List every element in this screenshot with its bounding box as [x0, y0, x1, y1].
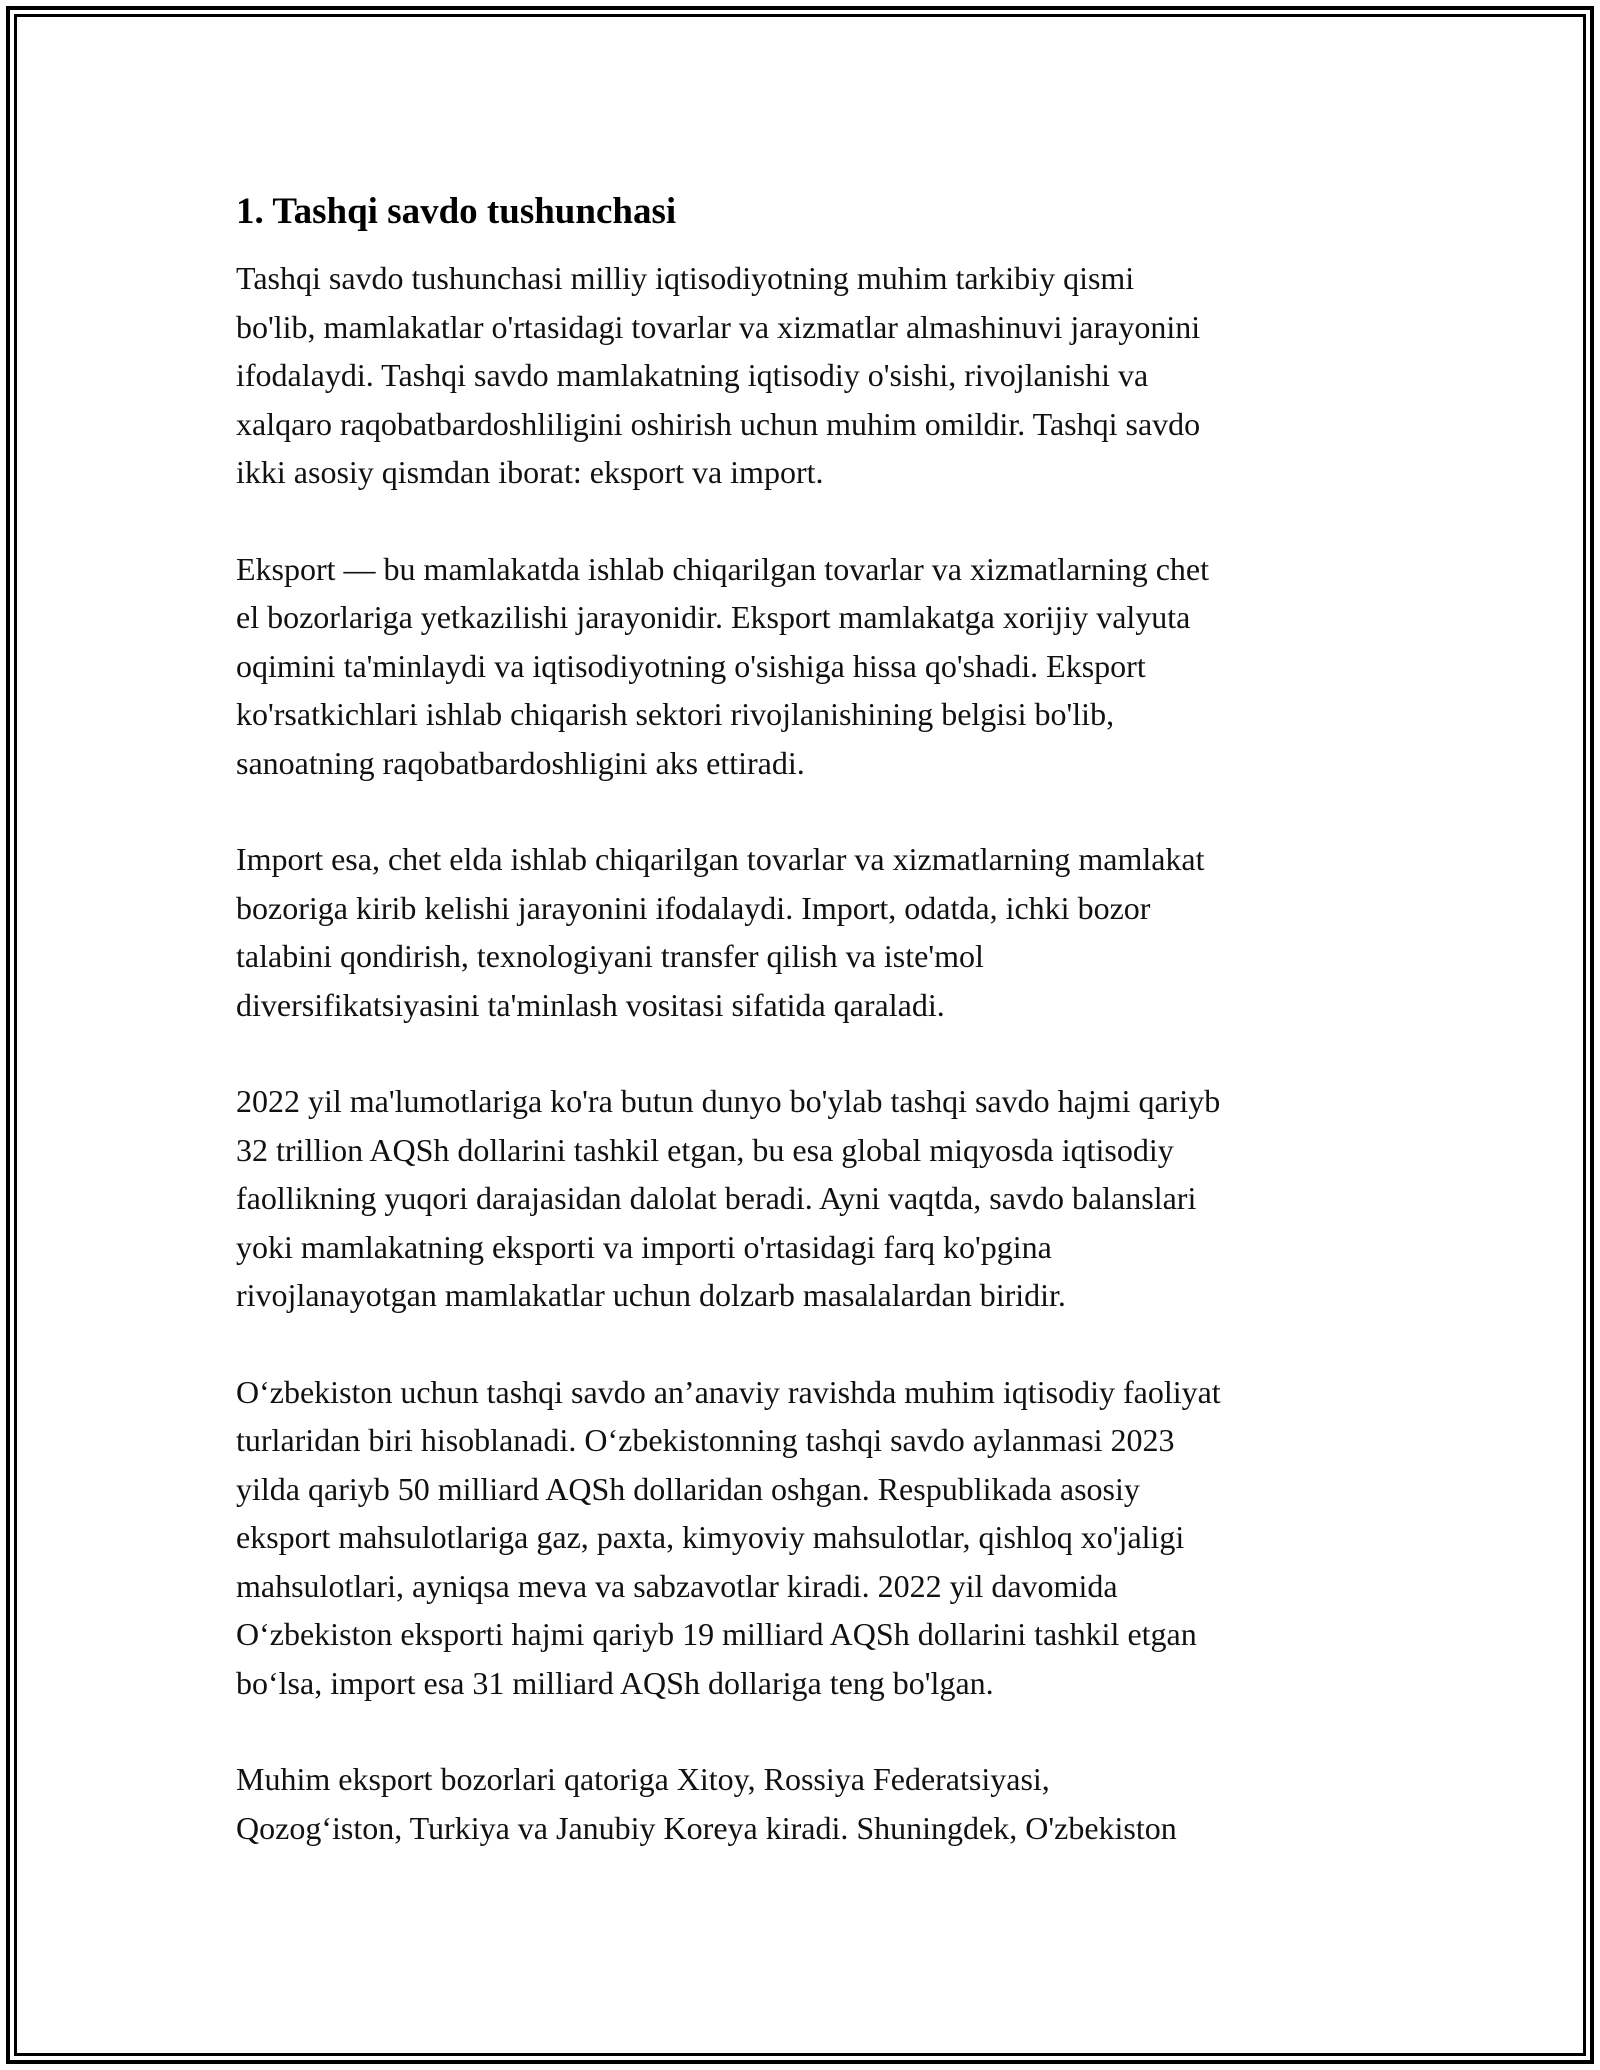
paragraph-uzbekistan-trade — [236, 1368, 1386, 1708]
text-line: xalqaro raqobatbardoshliligini oshirish uchun muhim omildir. Tashqi savdo — [236, 405, 1201, 442]
text-line: ko'rsatkichlari ishlab chiqarish sektori rivojlanishining belgisi bo'lib, — [236, 696, 1115, 732]
text-line: rivojlanayotgan mamlakatlar uchun dolzarb masalalardan biridir. — [236, 1277, 1066, 1313]
text-line: ikki asosiy qismdan iborat: eksport va import. — [236, 454, 824, 490]
paragraph-global-trade — [236, 1077, 1386, 1320]
text-line: eksport mahsulotlariga gaz, paxta, kimyoviy mahsulotlar, qishloq xo'jaligi — [236, 1519, 1185, 1555]
text-line: 2022 yil ma'lumotlariga ko'ra butun dunyo bo'ylab tashqi savdo hajmi qariyb — [236, 1083, 1221, 1119]
text-line: ifodalaydi. Tashqi savdo mamlakatning iqtisodiy o'sishi, rivojlanishi va — [236, 357, 1149, 393]
section-heading: 1. Tashqi savdo tushunchasi — [236, 191, 677, 232]
paragraph-definition — [236, 254, 1386, 497]
text-line: Tashqi savdo tushunchasi milliy iqtisodiyotning muhim tarkibiy qismi — [236, 260, 1135, 296]
text-line: Qozog‘iston, Turkiya va Janubiy Koreya kiradi. Shuningdek, O'zbekiston — [236, 1809, 1177, 1846]
text-line: 32 trillion AQSh dollarini tashkil etgan, bu esa global miqyosda iqtisodiy — [236, 1131, 1174, 1168]
text-line: talabini qondirish, texnologiyani transfer qilish va iste'mol — [236, 938, 984, 974]
text-line: turlaridan biri hisoblanadi. O‘zbekistonning tashqi savdo aylanmasi 2023 — [236, 1422, 1175, 1458]
paragraph-export-markets — [236, 1755, 1386, 1852]
text-line: diversifikatsiyasini ta'minlash vositasi sifatida qaraladi. — [236, 986, 945, 1023]
text-line: O‘zbekiston eksporti hajmi qariyb 19 milliard AQSh dollarini tashkil etgan — [236, 1616, 1197, 1652]
text-line: bo'lib, mamlakatlar o'rtasidagi tovarlar va xizmatlar almashinuvi jarayonini — [236, 308, 1201, 345]
paragraph-import — [236, 835, 1386, 1029]
text-line: bozoriga kirib kelishi jarayonini ifodalaydi. Import, odatda, ichki bozor — [236, 889, 1151, 926]
text-line: faollikning yuqori darajasidan dalolat beradi. Ayni vaqtda, savdo balanslari — [236, 1180, 1197, 1216]
text-line: mahsulotlari, ayniqsa meva va sabzavotlar kiradi. 2022 yil davomida — [236, 1567, 1118, 1604]
document-body — [236, 186, 1386, 1900]
text-line: oqimini ta'minlaydi va iqtisodiyotning o'sishiga hissa qo'shadi. Eksport — [236, 647, 1146, 684]
text-line: sanoatning raqobatbardoshligini aks ettiradi. — [236, 744, 805, 781]
text-line: yilda qariyb 50 milliard AQSh dollaridan oshgan. Respublikada asosiy — [236, 1470, 1140, 1507]
text-line: Import esa, chet elda ishlab chiqarilgan tovarlar va xizmatlarning mamlakat — [236, 841, 1205, 877]
text-line: Eksport — bu mamlakatda ishlab chiqarilgan tovarlar va xizmatlarning chet — [236, 550, 1210, 587]
paragraph-export — [236, 545, 1386, 788]
text-line: yoki mamlakatning eksporti va importi o'rtasidagi farq ko'pgina — [236, 1228, 1052, 1265]
text-line: bo‘lsa, import esa 31 milliard AQSh dollariga teng bo'lgan. — [236, 1664, 994, 1701]
text-line: O‘zbekiston uchun tashqi savdo an’anaviy ravishda muhim iqtisodiy faoliyat — [236, 1373, 1221, 1410]
text-line: Muhim eksport bozorlari qatoriga Xitoy, Rossiya Federatsiyasi, — [236, 1761, 1050, 1797]
text-line: el bozorlariga yetkazilishi jarayonidir. Eksport mamlakatga xorijiy valyuta — [236, 599, 1191, 635]
